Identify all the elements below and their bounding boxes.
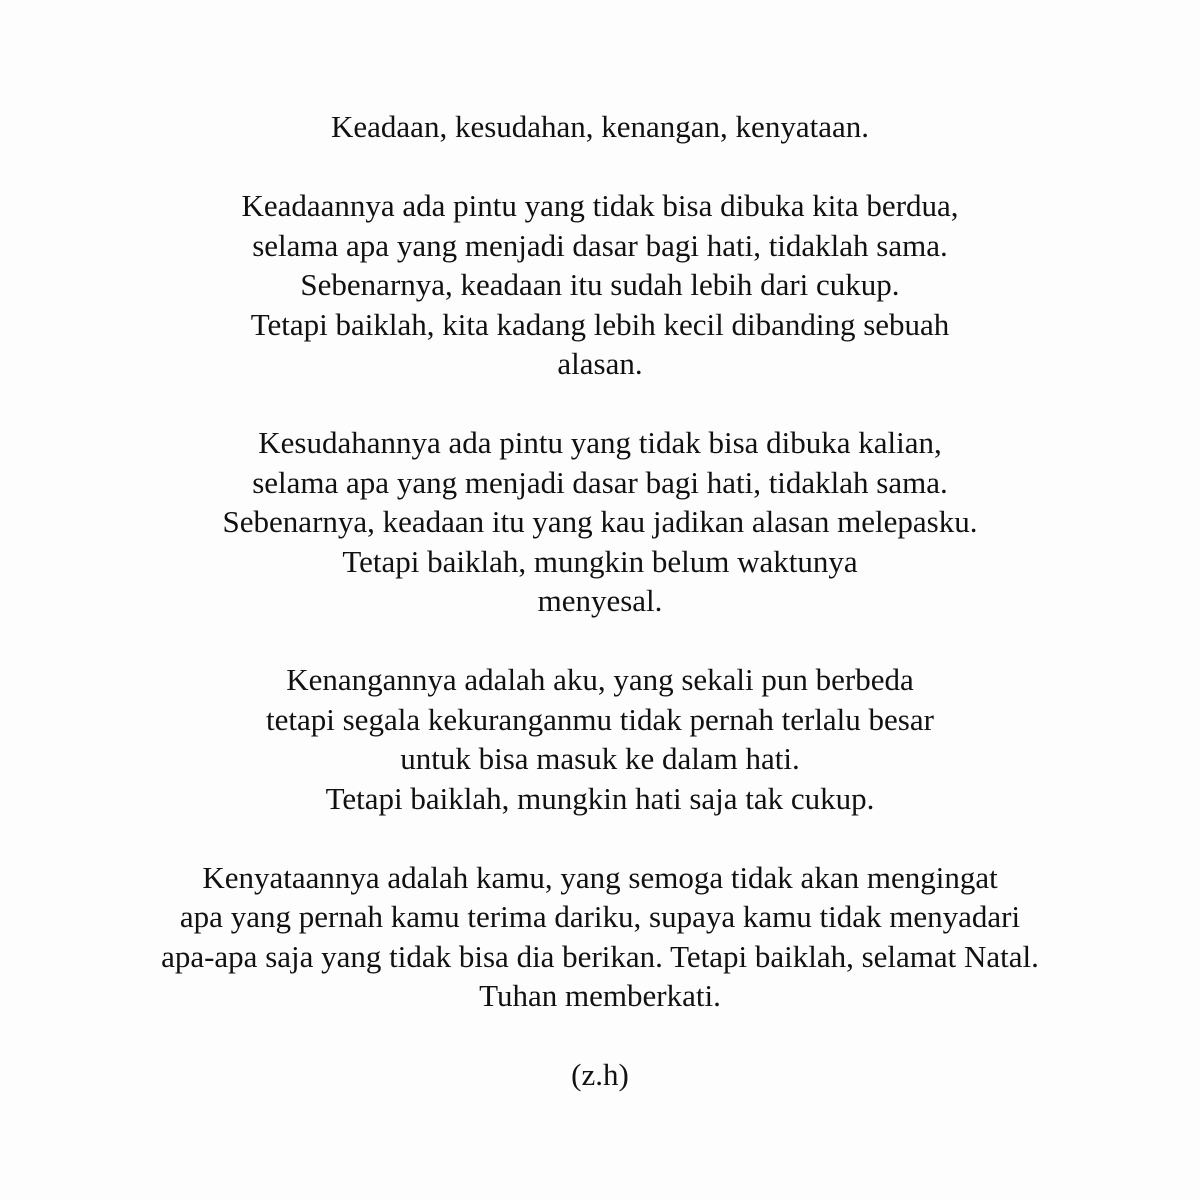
- stanza-line: apa yang pernah kamu terima dariku, supaya kamu tidak menyadari: [179, 899, 1021, 934]
- stanza-kenangan: [0, 660, 1200, 818]
- stanza-line: Tetapi baiklah, mungkin hati saja tak cukup.: [325, 780, 875, 816]
- poem-title-line: Keadaan, kesudahan, kenangan, kenyataan.: [331, 109, 869, 144]
- stanza-line: Tuhan memberkati.: [479, 978, 721, 1013]
- stanza-kenyataan: [0, 858, 1200, 1016]
- stanza-line: Keadaannya ada pintu yang tidak bisa dibuka kita berdua,: [241, 188, 959, 223]
- poem-text: [0, 107, 1200, 1095]
- stanza-line: menyesal.: [537, 583, 663, 618]
- signature-text: (z.h): [571, 1057, 629, 1092]
- stanza-kesudahan: [0, 423, 1200, 621]
- stanza-line: Kesudahannya ada pintu yang tidak bisa dibuka kalian,: [258, 425, 942, 460]
- stanza-line: selama apa yang menjadi dasar bagi hati, tidaklah sama.: [252, 227, 948, 263]
- stanza-line: Kenyataannya adalah kamu, yang semoga tidak akan mengingat: [202, 859, 998, 895]
- stanza-line: tetapi segala kekuranganmu tidak pernah terlalu besar: [266, 701, 934, 737]
- stanza-keadaan: [0, 186, 1200, 384]
- stanza-line: untuk bisa masuk ke dalam hati.: [400, 741, 800, 776]
- stanza-line: Sebenarnya, keadaan itu sudah lebih dari cukup.: [300, 267, 900, 302]
- stanza-line: selama apa yang menjadi dasar bagi hati, tidaklah sama.: [252, 464, 948, 500]
- stanza-line: Tetapi baiklah, kita kadang lebih kecil dibanding sebuah: [250, 306, 950, 342]
- stanza-line: Sebenarnya, keadaan itu yang kau jadikan alasan melepasku.: [222, 504, 978, 539]
- stanza-line: Kenangannya adalah aku, yang sekali pun berbeda: [286, 662, 914, 697]
- poem-title: [0, 107, 1200, 147]
- stanza-line: alasan.: [557, 346, 643, 381]
- stanza-line: Tetapi baiklah, mungkin belum waktunya: [342, 543, 858, 579]
- signature: [0, 1055, 1200, 1095]
- stanza-line: apa-apa saja yang tidak bisa dia berikan. Tetapi baiklah, selamat Natal.: [161, 938, 1039, 974]
